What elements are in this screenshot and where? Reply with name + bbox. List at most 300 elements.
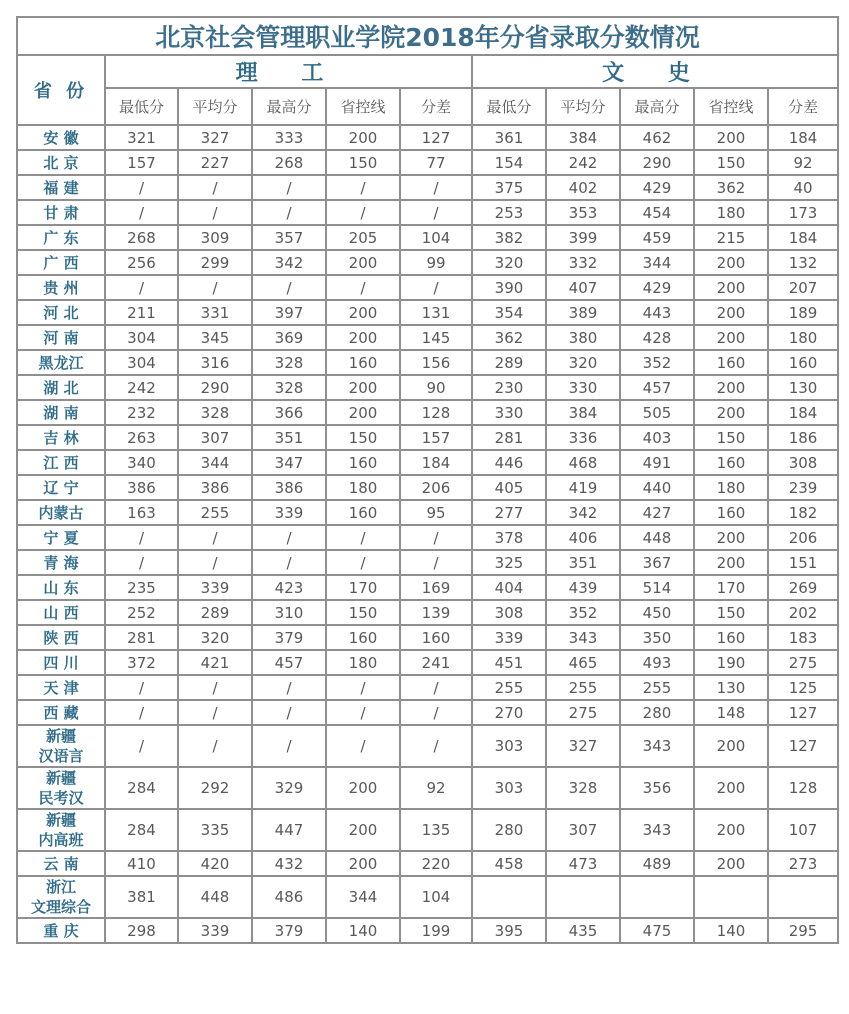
science-score-cell: 200 (326, 767, 400, 809)
science-score-cell: 104 (400, 225, 472, 250)
province-name: 西 藏 (43, 703, 79, 722)
science-score-cell: 321 (105, 125, 178, 150)
science-score-cell: / (252, 525, 326, 550)
arts-score-cell: 343 (620, 725, 694, 767)
arts-score-cell: 242 (546, 150, 620, 175)
table-row (17, 425, 838, 450)
table-row (17, 575, 838, 600)
science-score-cell: 432 (252, 851, 326, 876)
arts-score-cell: 127 (768, 700, 838, 725)
science-score-cell: 351 (252, 425, 326, 450)
arts-score-cell: 505 (620, 400, 694, 425)
science-score-cell: / (105, 275, 178, 300)
table-row (17, 150, 838, 175)
province-name: 吉 林 (43, 428, 79, 447)
science-score-cell: 150 (326, 425, 400, 450)
table-row (17, 375, 838, 400)
arts-score-cell: 390 (472, 275, 546, 300)
province-cell (17, 650, 105, 675)
table-row (17, 175, 838, 200)
arts-score-cell: 336 (546, 425, 620, 450)
arts-score-cell: 328 (546, 767, 620, 809)
science-diff-header: 分差 (400, 88, 472, 125)
arts-score-cell: 465 (546, 650, 620, 675)
science-score-cell: 386 (105, 475, 178, 500)
table-row (17, 918, 838, 943)
science-score-cell: 205 (326, 225, 400, 250)
arts-score-cell: 351 (546, 550, 620, 575)
science-score-cell: 99 (400, 250, 472, 275)
science-score-cell: 284 (105, 809, 178, 851)
province-name: 四 川 (43, 653, 79, 672)
table-row (17, 250, 838, 275)
arts-score-cell: 207 (768, 275, 838, 300)
province-cell (17, 625, 105, 650)
science-score-cell: 92 (400, 767, 472, 809)
province-name: 内蒙古 (38, 503, 84, 522)
science-group-header: 理 工 (105, 55, 472, 88)
province-cell (17, 500, 105, 525)
arts-score-cell: 451 (472, 650, 546, 675)
arts-score-cell (768, 876, 838, 918)
page-title: 北京社会管理职业学院2018年分省录取分数情况 (17, 17, 838, 55)
province-name: 黑龙江 (38, 353, 84, 372)
science-score-cell: 131 (400, 300, 472, 325)
arts-score-cell: 140 (694, 918, 768, 943)
province-cell (17, 350, 105, 375)
science-score-cell: 328 (252, 350, 326, 375)
arts-score-cell: 295 (768, 918, 838, 943)
science-score-cell: 381 (105, 876, 178, 918)
province-cell (17, 675, 105, 700)
science-score-cell: 200 (326, 851, 400, 876)
science-score-cell: 180 (326, 475, 400, 500)
province-name: 内高班 (38, 831, 84, 849)
science-score-cell: / (400, 200, 472, 225)
table-row (17, 450, 838, 475)
science-score-cell: 309 (178, 225, 252, 250)
arts-score-cell: 343 (546, 625, 620, 650)
table-row (17, 275, 838, 300)
science-score-cell: / (400, 175, 472, 200)
science-score-cell: / (326, 275, 400, 300)
science-score-cell: / (400, 725, 472, 767)
science-score-cell: / (400, 675, 472, 700)
science-score-cell: / (252, 275, 326, 300)
arts-score-cell: 160 (694, 450, 768, 475)
table-row (17, 300, 838, 325)
arts-score-cell: 435 (546, 918, 620, 943)
arts-score-cell: 457 (620, 375, 694, 400)
science-score-cell: 232 (105, 400, 178, 425)
province-cell (17, 575, 105, 600)
arts-score-cell: 320 (546, 350, 620, 375)
science-score-cell: 104 (400, 876, 472, 918)
science-score-cell: 256 (105, 250, 178, 275)
sub-header-row (17, 88, 838, 125)
science-score-cell: 420 (178, 851, 252, 876)
table-row (17, 400, 838, 425)
science-score-cell: 184 (400, 450, 472, 475)
arts-score-cell: 150 (694, 425, 768, 450)
province-name: 新疆 (45, 811, 76, 829)
science-avg-header: 平均分 (178, 88, 252, 125)
science-score-cell: 290 (178, 375, 252, 400)
province-cell (17, 425, 105, 450)
arts-score-cell: 462 (620, 125, 694, 150)
science-score-cell: / (326, 725, 400, 767)
science-score-cell: 298 (105, 918, 178, 943)
science-score-cell: 310 (252, 600, 326, 625)
science-score-cell: 342 (252, 250, 326, 275)
arts-score-cell: 384 (546, 400, 620, 425)
province-cell (17, 300, 105, 325)
province-cell (17, 150, 105, 175)
science-score-cell: 289 (178, 600, 252, 625)
science-score-cell: 320 (178, 625, 252, 650)
arts-score-cell: 277 (472, 500, 546, 525)
science-score-cell: 447 (252, 809, 326, 851)
science-score-cell: 145 (400, 325, 472, 350)
science-score-cell: / (105, 550, 178, 575)
science-score-cell: 448 (178, 876, 252, 918)
province-name: 青 海 (43, 553, 79, 572)
science-score-cell: 160 (326, 350, 400, 375)
arts-score-cell: 200 (694, 375, 768, 400)
arts-score-cell: 342 (546, 500, 620, 525)
arts-score-cell (472, 876, 546, 918)
science-score-cell: / (400, 525, 472, 550)
science-score-cell: 169 (400, 575, 472, 600)
science-score-cell: / (105, 525, 178, 550)
arts-score-cell: 384 (546, 125, 620, 150)
arts-score-cell: 303 (472, 725, 546, 767)
arts-score-cell: 489 (620, 851, 694, 876)
arts-score-cell: 375 (472, 175, 546, 200)
province-cell (17, 175, 105, 200)
science-score-cell: / (252, 725, 326, 767)
arts-score-cell: 405 (472, 475, 546, 500)
arts-score-cell: 180 (694, 200, 768, 225)
province-cell (17, 325, 105, 350)
science-score-cell: 160 (326, 625, 400, 650)
arts-score-cell: 454 (620, 200, 694, 225)
arts-score-cell: 160 (694, 350, 768, 375)
arts-score-cell: 200 (694, 325, 768, 350)
science-score-cell: 304 (105, 325, 178, 350)
science-score-cell: 211 (105, 300, 178, 325)
science-score-cell: 307 (178, 425, 252, 450)
science-score-cell: / (252, 175, 326, 200)
arts-score-cell: 151 (768, 550, 838, 575)
arts-score-cell: 200 (694, 809, 768, 851)
arts-score-cell: 160 (694, 625, 768, 650)
arts-score-cell: 378 (472, 525, 546, 550)
science-score-cell: / (178, 725, 252, 767)
province-name: 河 北 (43, 303, 79, 322)
science-score-cell: / (178, 675, 252, 700)
arts-score-cell: 253 (472, 200, 546, 225)
province-cell (17, 918, 105, 943)
science-score-cell: 339 (178, 575, 252, 600)
science-score-cell: 255 (178, 500, 252, 525)
science-score-cell: 263 (105, 425, 178, 450)
science-score-cell: / (252, 200, 326, 225)
table-row (17, 675, 838, 700)
science-score-cell: 329 (252, 767, 326, 809)
science-score-cell: 220 (400, 851, 472, 876)
arts-score-cell: 446 (472, 450, 546, 475)
science-score-cell: / (252, 550, 326, 575)
province-name: 江 西 (43, 453, 79, 472)
arts-score-cell: 130 (694, 675, 768, 700)
arts-score-cell (546, 876, 620, 918)
arts-score-cell: 427 (620, 500, 694, 525)
science-score-cell: 335 (178, 809, 252, 851)
province-cell (17, 450, 105, 475)
science-score-cell: 366 (252, 400, 326, 425)
arts-score-cell: 200 (694, 550, 768, 575)
arts-score-cell: 40 (768, 175, 838, 200)
science-score-cell: 268 (105, 225, 178, 250)
province-name: 重 庆 (43, 921, 79, 940)
arts-score-cell: 160 (694, 500, 768, 525)
province-name: 新疆 (45, 727, 76, 745)
arts-score-cell: 200 (694, 275, 768, 300)
science-score-cell: 328 (178, 400, 252, 425)
table-row (17, 625, 838, 650)
science-score-cell: 95 (400, 500, 472, 525)
arts-score-cell: 148 (694, 700, 768, 725)
science-score-cell: 200 (326, 125, 400, 150)
science-score-cell: / (326, 525, 400, 550)
science-score-cell: 386 (252, 475, 326, 500)
table-row (17, 200, 838, 225)
science-score-cell: 357 (252, 225, 326, 250)
arts-score-cell: 255 (472, 675, 546, 700)
science-score-cell: 235 (105, 575, 178, 600)
province-name: 广 东 (43, 228, 79, 247)
score-table (16, 16, 839, 944)
science-score-cell: 333 (252, 125, 326, 150)
science-score-cell: 423 (252, 575, 326, 600)
province-cell (17, 876, 105, 918)
science-score-cell: 345 (178, 325, 252, 350)
science-score-cell: 157 (105, 150, 178, 175)
science-score-cell: 170 (326, 575, 400, 600)
province-name: 甘 肃 (43, 203, 79, 222)
science-score-cell: 486 (252, 876, 326, 918)
arts-score-cell: 154 (472, 150, 546, 175)
science-score-cell: / (178, 275, 252, 300)
province-name: 浙江 (45, 878, 76, 896)
arts-control-line-header: 省控线 (694, 88, 768, 125)
science-score-cell: 268 (252, 150, 326, 175)
science-score-cell: 284 (105, 767, 178, 809)
science-score-cell: 160 (326, 500, 400, 525)
arts-min-header: 最低分 (472, 88, 546, 125)
science-score-cell: 200 (326, 300, 400, 325)
science-score-cell: / (105, 700, 178, 725)
arts-score-cell: 403 (620, 425, 694, 450)
province-name: 湖 北 (43, 378, 79, 397)
arts-score-cell: 344 (620, 250, 694, 275)
science-score-cell: / (326, 700, 400, 725)
arts-score-cell: 130 (768, 375, 838, 400)
arts-score-cell: 273 (768, 851, 838, 876)
province-name: 新疆 (45, 769, 76, 787)
science-score-cell: / (400, 275, 472, 300)
science-score-cell: 90 (400, 375, 472, 400)
arts-score-cell: 190 (694, 650, 768, 675)
table-row (17, 225, 838, 250)
arts-score-cell: 380 (546, 325, 620, 350)
arts-score-cell: 255 (620, 675, 694, 700)
arts-score-cell: 132 (768, 250, 838, 275)
table-row (17, 550, 838, 575)
arts-score-cell: 230 (472, 375, 546, 400)
arts-score-cell: 443 (620, 300, 694, 325)
arts-avg-header: 平均分 (546, 88, 620, 125)
arts-score-cell: 468 (546, 450, 620, 475)
province-cell (17, 725, 105, 767)
province-cell (17, 400, 105, 425)
arts-score-cell: 330 (472, 400, 546, 425)
arts-score-cell: 514 (620, 575, 694, 600)
province-name: 云 南 (43, 854, 79, 873)
arts-score-cell: 367 (620, 550, 694, 575)
arts-score-cell: 184 (768, 125, 838, 150)
arts-score-cell: 307 (546, 809, 620, 851)
province-name: 文理综合 (30, 898, 91, 916)
science-score-cell: 457 (252, 650, 326, 675)
science-score-cell: 180 (326, 650, 400, 675)
arts-score-cell: 428 (620, 325, 694, 350)
province-cell (17, 851, 105, 876)
science-score-cell: 299 (178, 250, 252, 275)
arts-score-cell: 404 (472, 575, 546, 600)
arts-score-cell: 206 (768, 525, 838, 550)
arts-score-cell: 362 (694, 175, 768, 200)
science-score-cell: 281 (105, 625, 178, 650)
science-score-cell: / (105, 175, 178, 200)
science-min-header: 最低分 (105, 88, 178, 125)
arts-score-cell: 189 (768, 300, 838, 325)
province-name: 河 南 (43, 328, 79, 347)
province-name: 陕 西 (43, 628, 79, 647)
science-score-cell: 421 (178, 650, 252, 675)
province-cell (17, 809, 105, 851)
arts-score-cell: 180 (768, 325, 838, 350)
arts-score-cell: 325 (472, 550, 546, 575)
arts-score-cell (694, 876, 768, 918)
science-score-cell: / (252, 675, 326, 700)
province-cell (17, 225, 105, 250)
science-score-cell: 128 (400, 400, 472, 425)
table-row (17, 350, 838, 375)
arts-score-cell: 255 (546, 675, 620, 700)
science-score-cell: 410 (105, 851, 178, 876)
science-score-cell: 200 (326, 325, 400, 350)
science-score-cell: 227 (178, 150, 252, 175)
arts-score-cell: 184 (768, 225, 838, 250)
arts-score-cell: 215 (694, 225, 768, 250)
arts-score-cell: 200 (694, 400, 768, 425)
table-row (17, 125, 838, 150)
arts-score-cell: 419 (546, 475, 620, 500)
science-max-header: 最高分 (252, 88, 326, 125)
score-table-container (16, 16, 837, 944)
arts-score-cell: 440 (620, 475, 694, 500)
table-row (17, 725, 838, 767)
science-score-cell: 386 (178, 475, 252, 500)
science-score-cell: 200 (326, 809, 400, 851)
science-score-cell: 328 (252, 375, 326, 400)
arts-score-cell: 280 (620, 700, 694, 725)
arts-score-cell: 92 (768, 150, 838, 175)
arts-score-cell: 352 (546, 600, 620, 625)
province-name: 山 西 (43, 603, 79, 622)
province-cell (17, 550, 105, 575)
province-cell (17, 275, 105, 300)
province-name: 广 西 (43, 253, 79, 272)
province-name: 汉语言 (38, 747, 84, 765)
arts-score-cell: 200 (694, 725, 768, 767)
arts-score-cell: 275 (546, 700, 620, 725)
arts-score-cell: 308 (472, 600, 546, 625)
arts-max-header: 最高分 (620, 88, 694, 125)
science-score-cell: 160 (400, 625, 472, 650)
arts-score-cell: 475 (620, 918, 694, 943)
arts-score-cell: 353 (546, 200, 620, 225)
arts-score-cell: 170 (694, 575, 768, 600)
province-name: 山 东 (43, 578, 79, 597)
science-score-cell: 206 (400, 475, 472, 500)
province-name: 北 京 (43, 153, 79, 172)
arts-score-cell: 127 (768, 725, 838, 767)
province-name: 湖 南 (43, 403, 79, 422)
arts-score-cell: 382 (472, 225, 546, 250)
arts-score-cell: 200 (694, 300, 768, 325)
table-row (17, 650, 838, 675)
arts-score-cell: 406 (546, 525, 620, 550)
arts-score-cell: 281 (472, 425, 546, 450)
science-score-cell: 331 (178, 300, 252, 325)
province-name: 宁 夏 (43, 528, 79, 547)
science-score-cell: 372 (105, 650, 178, 675)
science-score-cell: 156 (400, 350, 472, 375)
table-row (17, 700, 838, 725)
science-score-cell: / (178, 525, 252, 550)
science-score-cell: 150 (326, 600, 400, 625)
arts-score-cell: 356 (620, 767, 694, 809)
science-score-cell: 157 (400, 425, 472, 450)
province-cell (17, 125, 105, 150)
arts-score-cell: 239 (768, 475, 838, 500)
table-row (17, 475, 838, 500)
science-score-cell: 252 (105, 600, 178, 625)
arts-score-cell: 200 (694, 851, 768, 876)
science-score-cell: 200 (326, 400, 400, 425)
arts-score-cell: 352 (620, 350, 694, 375)
province-name: 安 徽 (43, 128, 79, 147)
province-cell (17, 250, 105, 275)
science-score-cell: 339 (178, 918, 252, 943)
arts-score-cell: 290 (620, 150, 694, 175)
arts-score-cell: 362 (472, 325, 546, 350)
science-score-cell: / (400, 700, 472, 725)
arts-score-cell: 354 (472, 300, 546, 325)
